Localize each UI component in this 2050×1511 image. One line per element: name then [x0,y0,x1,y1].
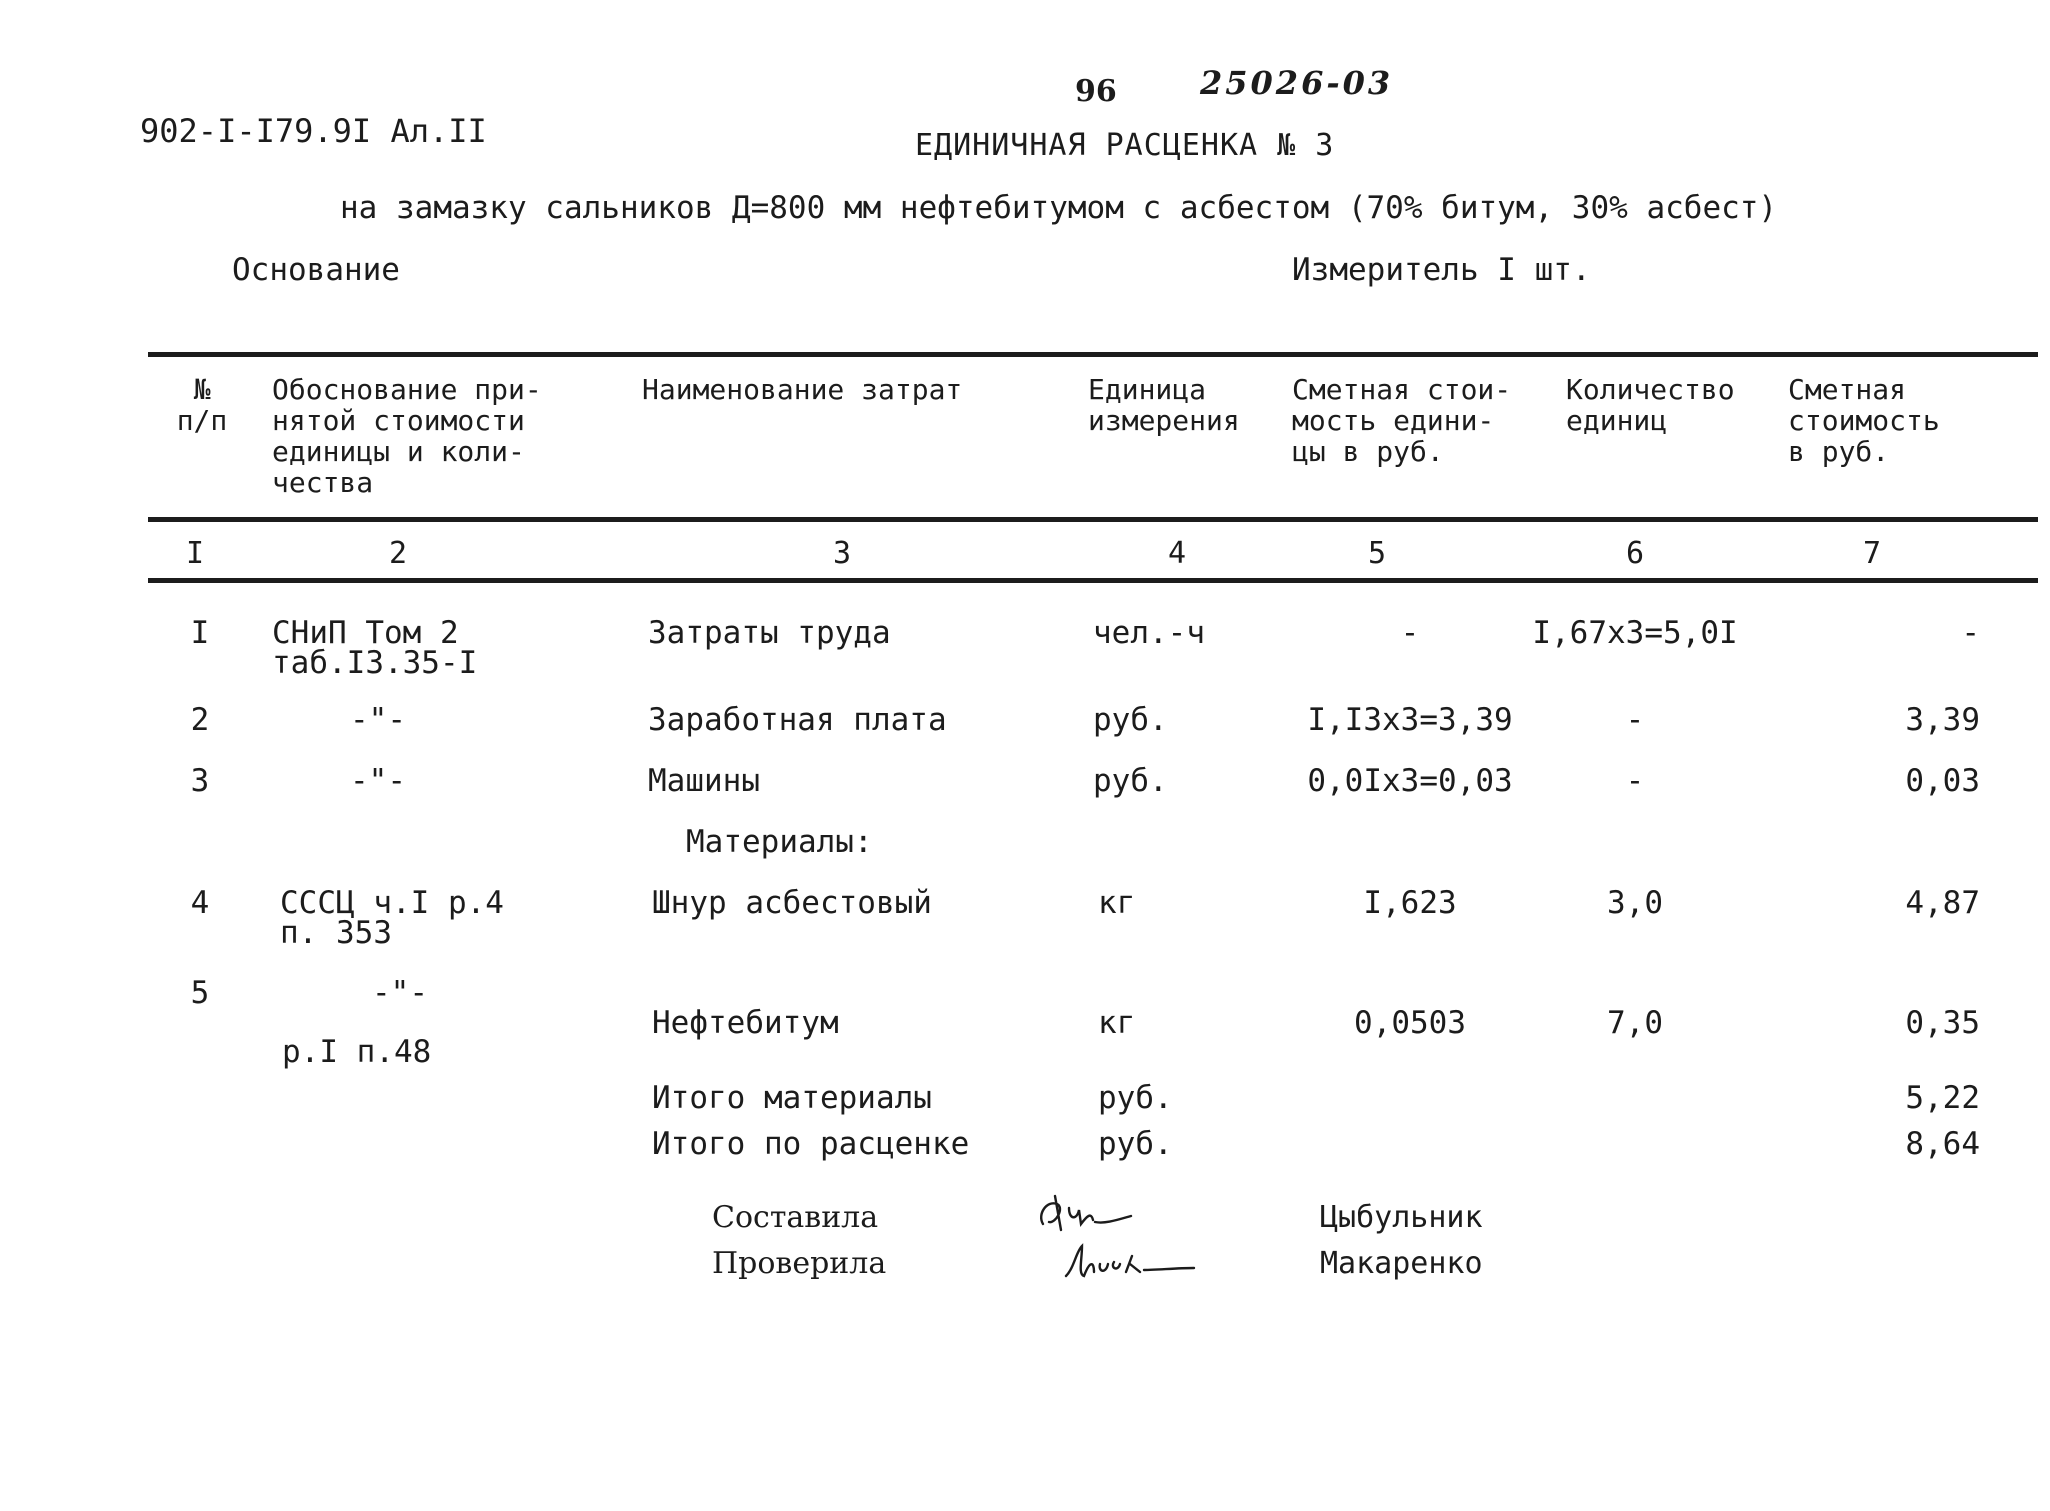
checked-by-name: Макаренко [1320,1246,1483,1281]
row-number: 3 [190,763,210,799]
row-unit-price: I,623 [1363,885,1457,921]
row-quantity: - [1625,763,1645,799]
row-total-cost: - [1961,615,1980,651]
row-number: 5 [190,975,210,1011]
checked-signature [1060,1238,1200,1286]
header-cost-name: Наименование затрат [642,373,963,406]
header-basis: Обоснование при- нятой стоимости единицы и коли- чества [272,373,542,499]
row-quantity: 7,0 [1607,1005,1663,1041]
row-unit-price: 0,0Iх3=0,03 [1307,763,1513,799]
column-number: 3 [832,536,852,571]
row-unit: руб. [1093,702,1168,738]
row-unit: кг [1098,885,1136,921]
column-number: 6 [1625,536,1645,571]
total-cost: 5,22 [1905,1080,1980,1116]
row-cost-name: Заработная плата [648,702,947,738]
header-total-cost: Сметная стоимость в руб. [1788,373,1940,468]
row-cost-name: Затраты труда [648,615,891,651]
document-code: 902-I-I79.9I Ал.II [140,112,487,150]
header-unit: Единица измерения [1088,373,1240,437]
row-unit-price: I,I3х3=3,39 [1307,702,1513,738]
row-quantity: I,67х3=5,0I [1532,615,1738,651]
row-quantity: - [1625,702,1645,738]
total-unit: руб. [1098,1126,1173,1162]
column-number: 4 [1167,536,1187,571]
compiled-by-label: Составила [712,1200,879,1235]
row-basis: -"- [372,975,428,1011]
page-number: 96 [1075,74,1117,109]
row-number: 2 [190,702,210,738]
row-cost-name: Шнур асбестовый [652,885,932,921]
document-title: ЕДИНИЧНАЯ РАСЦЕНКА № 3 [915,128,1335,163]
total-label: Итого по расценке [652,1126,970,1162]
table-colnum-rule [148,578,2038,583]
row-cost-name: Нефтебитум [652,1005,839,1041]
header-quantity: Количество единиц [1566,373,1735,437]
row-unit-price: 0,0503 [1354,1005,1466,1041]
column-number: 2 [388,536,408,571]
column-number: 5 [1367,536,1387,571]
row-unit: кг [1098,1005,1136,1041]
column-number: I [185,536,205,571]
row-total-cost: 0,03 [1905,763,1980,799]
table-header-rule [148,517,2038,522]
row-unit-price: - [1400,615,1420,651]
archive-stamp: 25026-03 [1200,64,1394,102]
document-subtitle: на замазку сальников Д=800 мм нефтебитумом с асбестом (70% битум, 30% асбест) [340,190,1778,226]
row-cost-name: Машины [648,763,760,799]
row-basis: СНиП Том 2 таб.I3.35-I [272,615,478,681]
total-cost: 8,64 [1905,1126,1980,1162]
header-number: № п/п [176,373,228,437]
row-total-cost: 0,35 [1905,1005,1980,1041]
materials-heading: Материалы: [686,824,873,860]
basis-label: Основание [232,252,400,288]
row-basis: СССЦ ч.I р.4 п. 353 [280,885,504,951]
row-basis-continued: р.I п.48 [282,1034,432,1070]
row-total-cost: 4,87 [1905,885,1980,921]
row-total-cost: 3,39 [1905,702,1980,738]
meter-label: Измеритель I шт. [1292,252,1591,288]
row-basis: -"- [350,702,406,738]
row-unit: чел.-ч [1093,615,1205,651]
total-unit: руб. [1098,1080,1173,1116]
compiled-signature [1035,1190,1145,1238]
row-number: I [190,615,210,651]
column-number: 7 [1862,536,1882,571]
row-number: 4 [190,885,210,921]
compiled-by-name: Цыбульник [1320,1200,1483,1235]
table-top-rule [148,352,2038,357]
row-basis: -"- [350,763,406,799]
total-label: Итого материалы [652,1080,932,1116]
checked-by-label: Проверила [712,1246,887,1281]
row-unit: руб. [1093,763,1168,799]
row-quantity: 3,0 [1607,885,1663,921]
header-unit-price: Сметная стои- мость едини- цы в руб. [1292,373,1512,468]
